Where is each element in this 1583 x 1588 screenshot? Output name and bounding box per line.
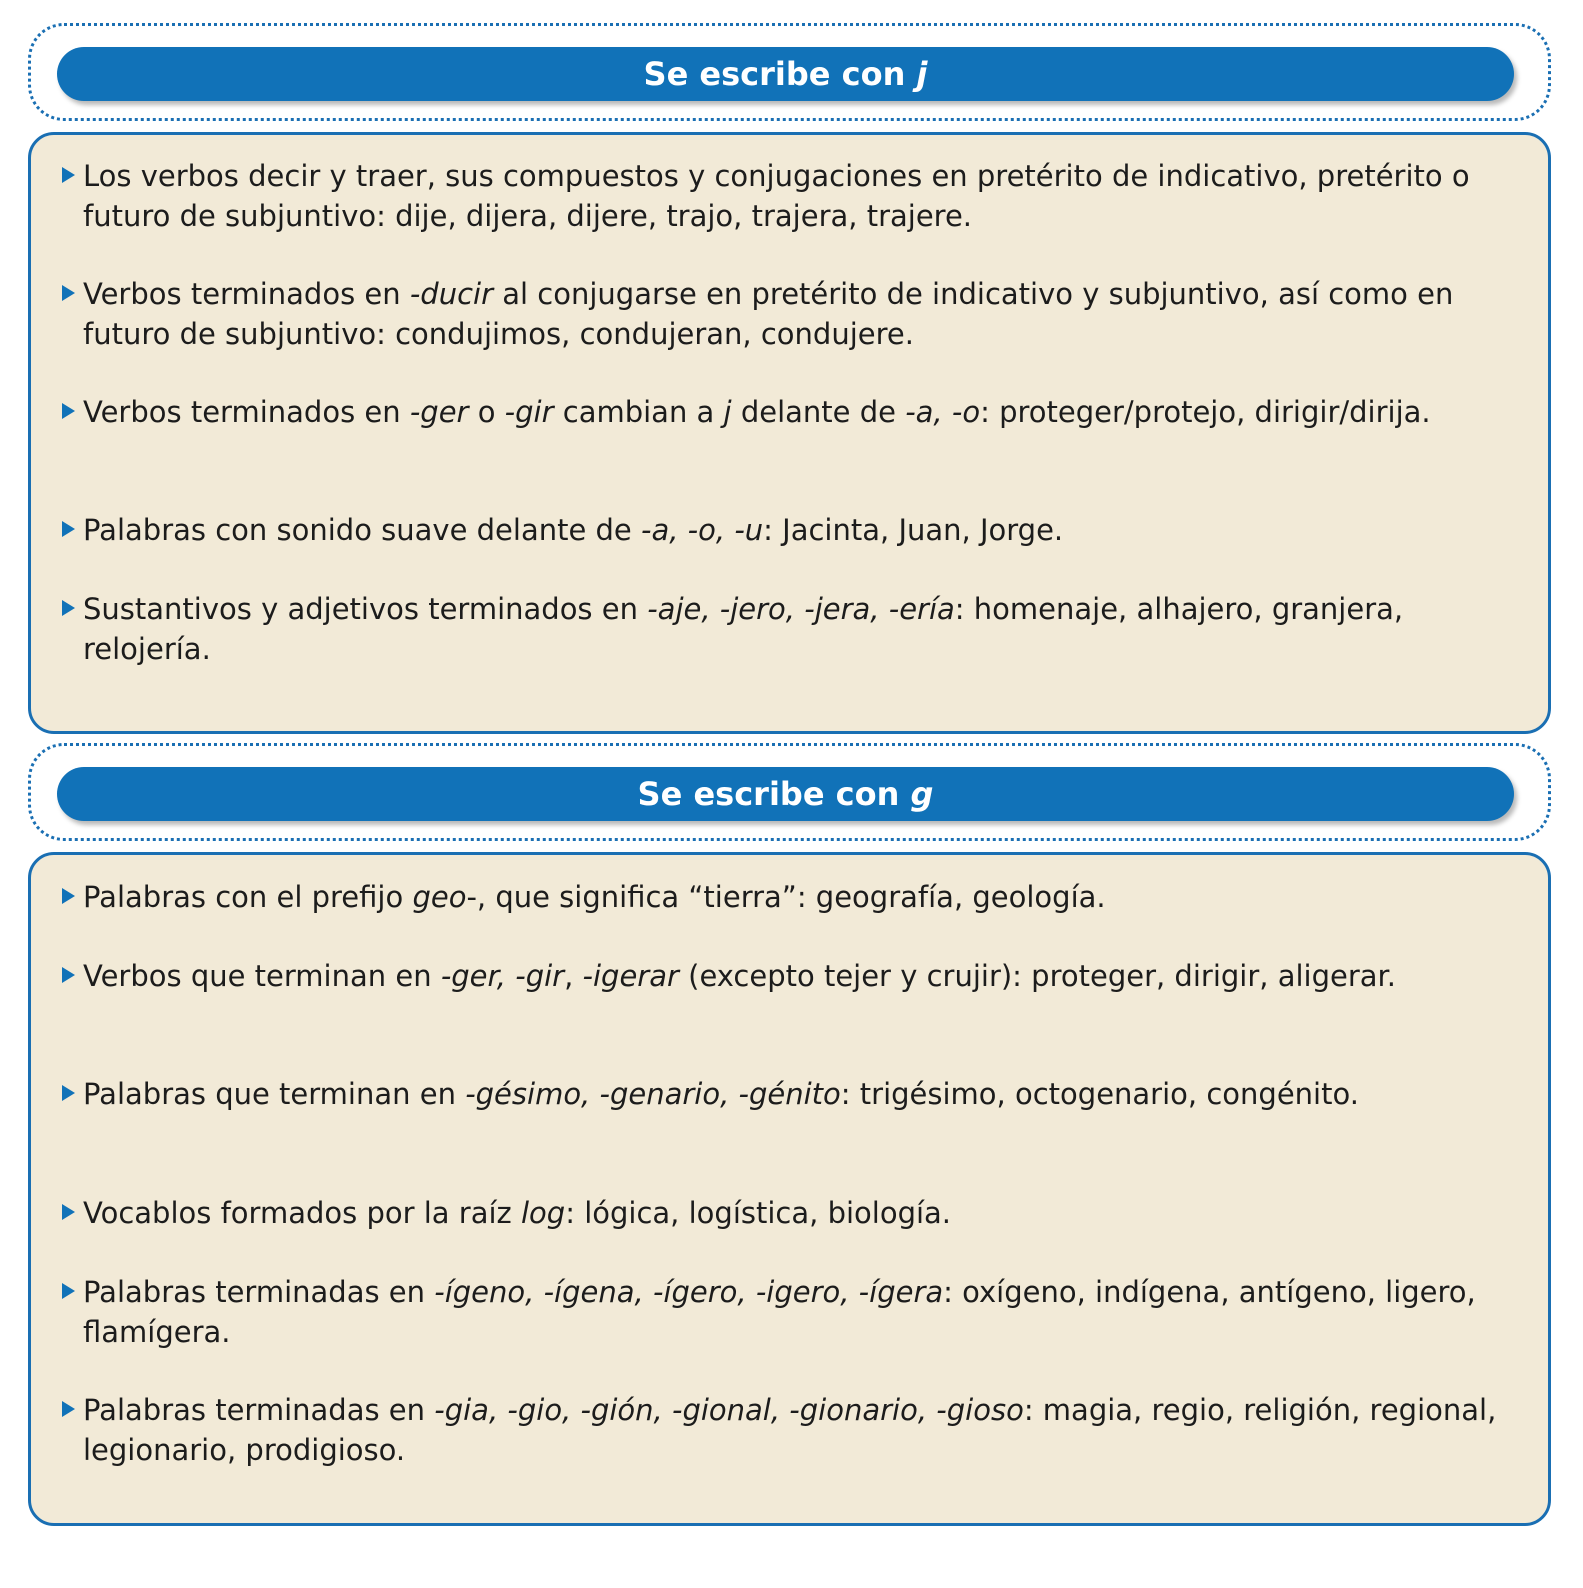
item-text: : trigésimo, octogenario, congénito. — [840, 1077, 1359, 1111]
item-text: Palabras terminadas en — [83, 1393, 435, 1427]
item-text: : Jacinta, Juan, Jorge. — [763, 513, 1064, 547]
item-text: (excepto tejer y crujir): proteger, dirigir, aligerar. — [678, 959, 1397, 993]
italic-term: geo — [412, 880, 467, 914]
item-text: Palabras con el prefijo — [83, 880, 413, 914]
item-text: Vocablos formados por la raíz — [83, 1196, 521, 1230]
item-text: : magia, regio, religión, regional, legionario, prodigioso. — [83, 1393, 1497, 1467]
list-item — [83, 877, 1518, 917]
italic-term: j — [723, 395, 732, 429]
item-text: : oxígeno, indígena, antígeno, ligero, flamígera. — [83, 1275, 1476, 1349]
list-item — [83, 510, 1518, 550]
bullet-icon — [62, 1204, 75, 1220]
italic-term: -ígeno, -ígena, -ígero, -igero, -ígera — [434, 1275, 944, 1309]
item-text: Sustantivos y adjetivos terminados en — [83, 592, 648, 626]
italic-term: -igerar — [582, 959, 679, 993]
bullet-icon — [62, 1283, 75, 1299]
item-text: : homenaje, alhajero, granjera, relojería. — [83, 592, 1404, 666]
section-j-content — [28, 132, 1551, 734]
italic-term: -ducir — [409, 277, 494, 311]
italic-term: -a, -o — [905, 395, 981, 429]
list-item — [83, 956, 1518, 996]
italic-term: log — [520, 1196, 566, 1230]
list-item — [83, 1390, 1518, 1470]
bullet-icon — [62, 167, 75, 183]
list-item — [83, 274, 1518, 354]
item-text: Palabras que terminan en — [83, 1077, 466, 1111]
item-text: Palabras con sonido suave delante de — [83, 513, 641, 547]
item-text: Palabras terminadas en — [83, 1275, 435, 1309]
list-item — [83, 156, 1518, 236]
section-g-header-frame — [28, 743, 1551, 841]
item-text: Verbos terminados en — [83, 277, 410, 311]
section-j-title: Se escribe con j — [57, 47, 1514, 101]
item-text: , — [564, 959, 583, 993]
item-text: Verbos que terminan en — [83, 959, 441, 993]
list-item — [83, 1272, 1518, 1352]
italic-term: -gésimo, -genario, -génito — [465, 1077, 841, 1111]
bullet-icon — [62, 967, 75, 983]
list-item — [83, 1193, 1518, 1233]
item-text: cambian a — [553, 395, 724, 429]
item-text: al conjugarse en pretérito de indicativo y subjuntivo, así como en futuro de subjuntivo: condujimos, condujeran, condujere. — [83, 277, 1454, 351]
list-item — [83, 1074, 1518, 1114]
list-item — [83, 589, 1518, 669]
bullet-icon — [62, 888, 75, 904]
item-text: delante de — [731, 395, 906, 429]
item-text: Los verbos decir y traer, sus compuestos y conjugaciones en pretérito de indicativo, pretérito o futuro de subjuntivo: dije, dijera, dijere, trajo, trajera, trajere. — [83, 159, 1470, 233]
section-g-title: Se escribe con g — [57, 767, 1514, 821]
item-text: o — [468, 395, 505, 429]
bullet-icon — [62, 1085, 75, 1101]
item-text: : lógica, logística, biología. — [565, 1196, 952, 1230]
item-text: -, que significa “tierra”: geografía, geología. — [466, 880, 1106, 914]
italic-term: -a, -o, -u — [641, 513, 764, 547]
bullet-icon — [62, 285, 75, 301]
italic-term: -ger, -gir — [440, 959, 565, 993]
item-text: : proteger/protejo, dirigir/dirija. — [980, 395, 1431, 429]
italic-term: -gia, -gio, -gión, -gional, -gionario, -gioso — [434, 1393, 1024, 1427]
bullet-icon — [62, 600, 75, 616]
bullet-icon — [62, 403, 75, 419]
item-text: Verbos terminados en — [83, 395, 410, 429]
italic-term: -aje, -jero, -jera, -ería — [647, 592, 955, 626]
list-item — [83, 392, 1518, 432]
italic-term: -ger — [409, 395, 469, 429]
section-g-content — [28, 852, 1551, 1526]
section-j-header-frame — [28, 23, 1551, 121]
bullet-icon — [62, 1401, 75, 1417]
italic-term: -gir — [504, 395, 554, 429]
bullet-icon — [62, 521, 75, 537]
